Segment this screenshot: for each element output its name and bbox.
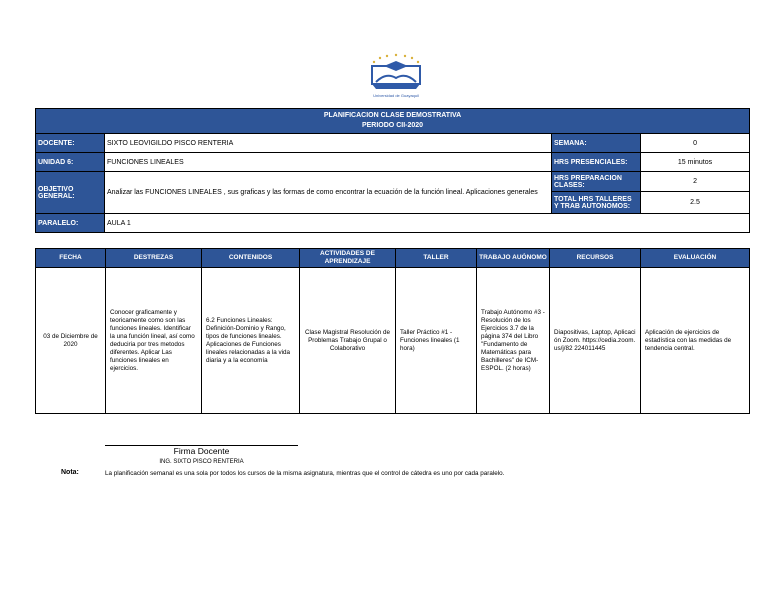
col-evaluacion: EVALUACIÓN: [641, 249, 750, 268]
university-logo-icon: [362, 52, 430, 100]
activities-header-row: [36, 249, 750, 268]
objetivo-value: Analizar las FUNCIONES LINEALES , sus graficas y las formas de como encontrar la ecuación de la función lineal. Aplicaciones generales: [105, 172, 552, 214]
hrs-presenciales-value: 15 minutos: [641, 153, 750, 172]
signature-name: ING. SIXTO PISCO RENTERIA: [159, 459, 244, 465]
col-trabajo: TRABAJO AUÓNOMO: [477, 249, 550, 268]
university-logo: [362, 52, 430, 100]
planning-header-table: [35, 108, 750, 233]
semana-label: SEMANA:: [552, 134, 641, 153]
objetivo-label: OBJETIVO GENERAL:: [36, 172, 105, 214]
cell-fecha: 03 de Diciembre de 2020: [36, 268, 106, 414]
col-actividades: ACTIVIDADES DE APRENDIZAJE: [300, 249, 396, 268]
docente-value: SIXTO LEOVIGILDO PISCO RENTERIA: [105, 134, 552, 153]
unidad-value: FUNCIONES LINEALES: [105, 153, 552, 172]
cell-trabajo: Trabajo Autónomo #3 - Resolución de los Ejercicios 3.7 de la página 374 del Libro "Fundamento de Matemáticas para Bachilleres" de ICM-ESPOL. (2 horas): [477, 268, 550, 414]
note-label: Nota:: [61, 469, 79, 476]
unidad-label: UNIDAD 6:: [36, 153, 105, 172]
semana-value: 0: [641, 134, 750, 153]
cell-destrezas: Conocer graficamente y teoricamente como son las funciones lineales. Identificar la una función lineal, así como deduciria por tres metodos diferentes. Aplicar Las funciones lineales en ejercicios.: [106, 268, 202, 414]
svg-text:Universidad de Guayaquil: Universidad de Guayaquil: [373, 93, 419, 98]
cell-taller: Taller Práctico #1 - Funciones lineales (1 hora): [396, 268, 477, 414]
activities-table: [35, 248, 750, 414]
cell-evaluacion: Aplicación de ejercicios de estadística con las medidas de tendencia central.: [641, 268, 750, 414]
paralelo-value: AULA 1: [105, 214, 750, 233]
hrs-preparacion-value: 2: [641, 172, 750, 192]
col-destrezas: DESTREZAS: [106, 249, 202, 268]
signature-title: Firma Docente: [173, 446, 230, 456]
title-line-2: PERIODO CII-2020: [361, 122, 424, 129]
hrs-preparacion-label: HRS PREPARACION CLASES:: [552, 172, 641, 192]
hrs-talleres-value: 2.5: [641, 192, 750, 214]
cell-recursos: Diapositivas, Laptop, Aplicación Zoom. https://cedia.zoom.us/j/82 224011445: [550, 268, 641, 414]
paralelo-label: PARALELO:: [36, 214, 105, 233]
hrs-presenciales-label: HRS PRESENCIALES:: [552, 153, 641, 172]
cell-contenidos: 6.2 Funciones Lineales: Definición-Dominio y Rango, tipos de funciones lineales. Aplicaciones de Funciones lineales relacionadas a la vida diaria y a la economía: [202, 268, 300, 414]
note-text: La planificación semanal es una sola por todos los cursos de la misma asignatura, mientras que el control de cátedra es uno por cada paralelo.: [105, 470, 505, 477]
cell-actividades: Clase Magistral Resolución de Problemas Trabajo Grupal o Colaborativo: [300, 268, 396, 414]
table-row: [36, 268, 750, 414]
planning-title: [36, 109, 750, 134]
col-taller: TALLER: [396, 249, 477, 268]
docente-label: DOCENTE:: [36, 134, 105, 153]
title-line-1: PLANIFICACION CLASE DEMOSTRATIVA: [323, 112, 462, 119]
hrs-talleres-label: TOTAL HRS TALLERES Y TRAB AUTONOMOS:: [552, 192, 641, 214]
col-fecha: FECHA: [36, 249, 106, 268]
col-contenidos: CONTENIDOS: [202, 249, 300, 268]
col-recursos: RECURSOS: [550, 249, 641, 268]
